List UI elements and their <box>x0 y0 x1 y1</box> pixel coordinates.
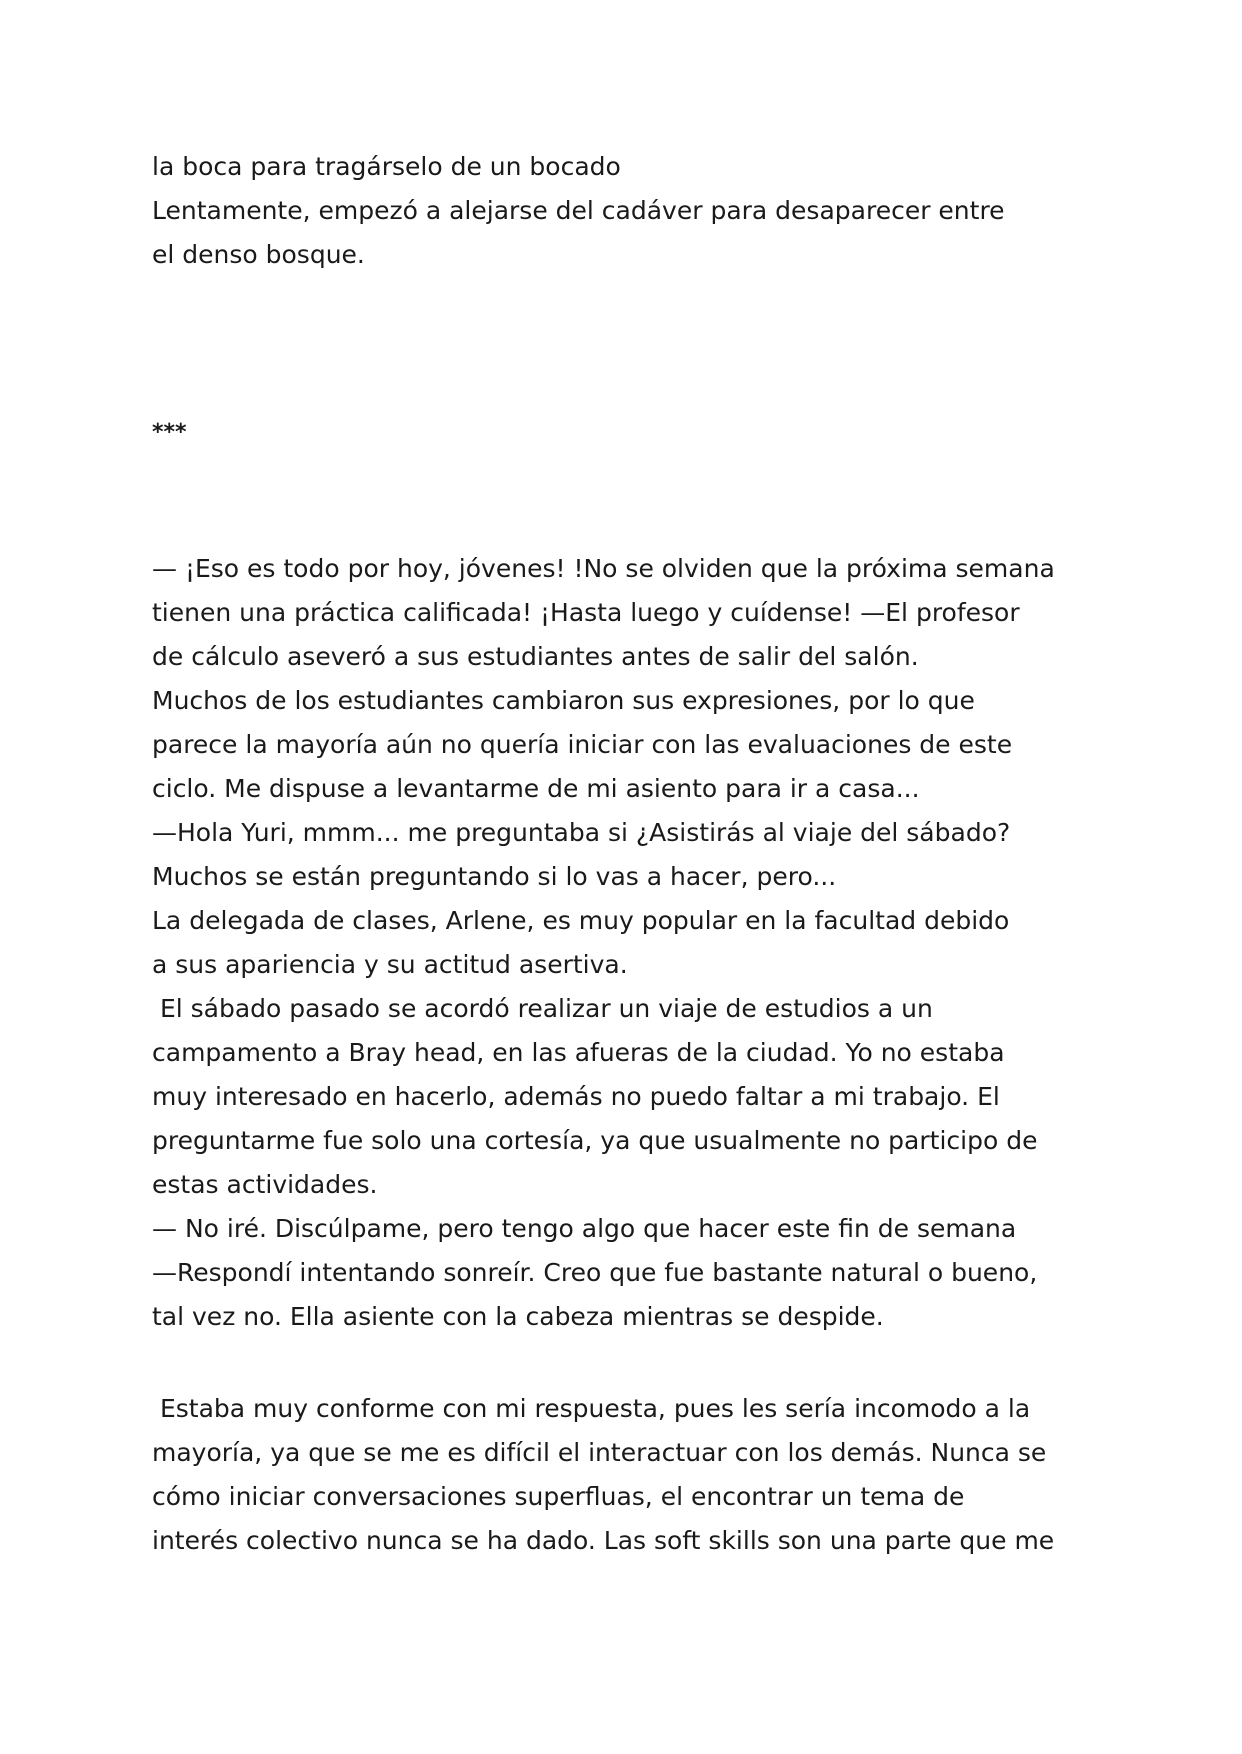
text-line: de cálculo aseveró a sus estudiantes antes de salir del salón. <box>152 642 919 671</box>
text-line: El sábado pasado se acordó realizar un viaje de estudios a un <box>152 994 933 1023</box>
text-line: Lentamente, empezó a alejarse del cadáver para desaparecer entre <box>152 196 1005 225</box>
text-line: ciclo. Me dispuse a levantarme de mi asiento para ir a casa... <box>152 774 920 803</box>
text-line: cómo iniciar conversaciones superfluas, el encontrar un tema de <box>152 1482 965 1511</box>
text-line: Muchos se están preguntando si lo vas a hacer, pero... <box>152 862 837 891</box>
text-line: a sus apariencia y su actitud asertiva. <box>152 950 628 979</box>
text-line: —Hola Yuri, mmm... me preguntaba si ¿Asistirás al viaje del sábado? <box>152 818 1011 847</box>
text-line: tienen una práctica calificada! ¡Hasta luego y cuídense! —El profesor <box>152 598 1020 627</box>
text-line: muy interesado en hacerlo, además no puedo faltar a mi trabajo. El <box>152 1082 1000 1111</box>
text-line: — ¡Eso es todo por hoy, jóvenes! !No se olviden que la próxima semana <box>152 554 1055 583</box>
text-line: interés colectivo nunca se ha dado. Las soft skills son una parte que me <box>152 1526 1055 1555</box>
text-line: mayoría, ya que se me es difícil el interactuar con los demás. Nunca se <box>152 1438 1047 1467</box>
text-line: parece la mayoría aún no quería iniciar con las evaluaciones de este <box>152 730 1013 759</box>
text-line: Estaba muy conforme con mi respuesta, pues les sería incomodo a la <box>152 1394 1031 1423</box>
text-line: preguntarme fue solo una cortesía, ya que usualmente no participo de <box>152 1126 1038 1155</box>
text-line: campamento a Bray head, en las afueras de la ciudad. Yo no estaba <box>152 1038 1005 1067</box>
text-line: Muchos de los estudiantes cambiaron sus expresiones, por lo que <box>152 686 975 715</box>
text-line: tal vez no. Ella asiente con la cabeza mientras se despide. <box>152 1302 884 1331</box>
text-line: el denso bosque. <box>152 240 365 269</box>
text-line: estas actividades. <box>152 1170 378 1199</box>
scene-separator: *** <box>152 420 187 445</box>
text-line: la boca para tragárselo de un bocado <box>152 152 621 181</box>
text-line: La delegada de clases, Arlene, es muy popular en la facultad debido <box>152 906 1010 935</box>
text-line: —Respondí intentando sonreír. Creo que fue bastante natural o bueno, <box>152 1258 1038 1287</box>
text-line: — No iré. Discúlpame, pero tengo algo que hacer este fin de semana <box>152 1214 1017 1243</box>
